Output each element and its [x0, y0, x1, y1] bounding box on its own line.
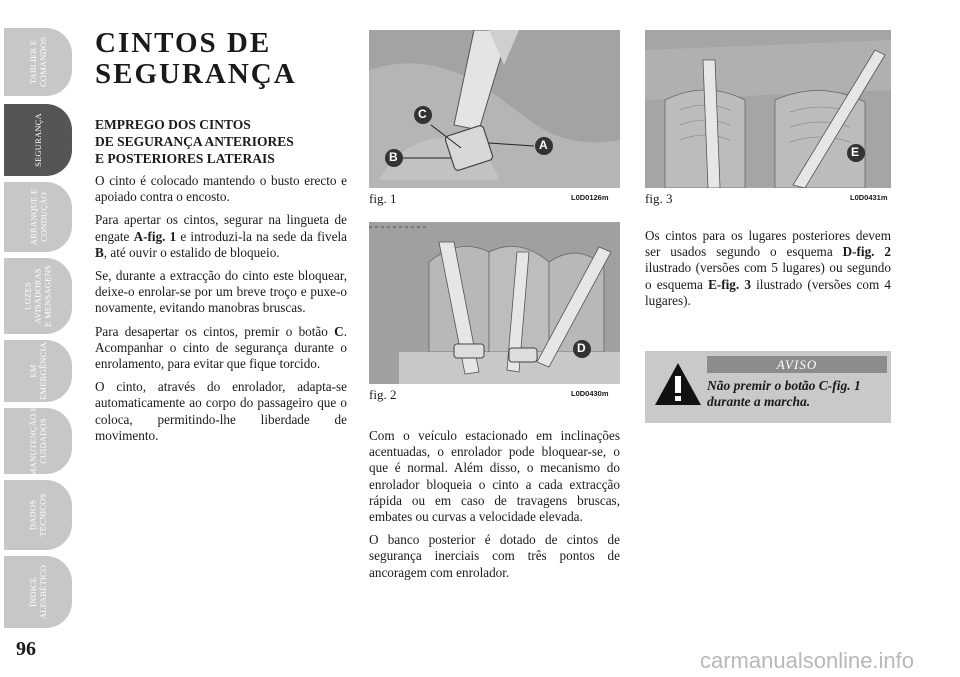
paragraph-inclination: Com o veículo estacionado em inclinações acentuadas, o enrolador pode bloquear-se, o que é normal. Além disso, o mecanismo do enrolador bloqueia o cinto a cada extracção rápida ou em caso de travagens bruscas, embates ou curvas a velocidade elevada.	[369, 428, 620, 525]
page-title: CINTOS DE SEGURANÇA	[95, 27, 297, 90]
fig-2-caption: fig. 2	[369, 387, 397, 402]
paragraph-rear-schema: Os cintos para os lugares posteriores devem ser usados segundo o esquema D-fig. 2 ilustrado (versões com 5 lugares) ou segundo o esquema E-fig. 3 ilustrado (versões com 4 lugares).	[645, 228, 891, 308]
watermark: carmanualsonline.info	[700, 648, 915, 673]
fig-2-code: L0D0430m	[571, 389, 609, 398]
fig-1-code: L0D0126m	[571, 193, 609, 202]
callout-a: A	[539, 138, 548, 152]
page-number: 96	[16, 638, 36, 660]
column-1	[95, 28, 347, 451]
tab-indice-alfabetico[interactable]: ÍNDICE ALFABÉTICO	[4, 556, 72, 628]
fig-3-caption: fig. 3	[645, 191, 673, 206]
paragraph-unfasten: Para desapertar os cintos, premir o botão C. Acompanhar o cinto de segurança durante o enrolamento, para evitar que fique torcido.	[95, 323, 347, 372]
figure-1-buckle	[369, 30, 620, 188]
callout-c: C	[418, 107, 427, 121]
paragraph-rear-seat: O banco posterior é dotado de cintos de segurança inerciais com três pontos de ancoragem com enrolador.	[369, 532, 620, 580]
paragraph-retractor: O cinto, através do enrolador, adapta-se automaticamente ao corpo do passageiro que o coloca, permitindo-lhe liberdade de movimento.	[95, 379, 347, 443]
chapter-sidebar	[0, 0, 76, 677]
section-heading: EMPREGO DOS CINTOS DE SEGURANÇA ANTERIORES E POSTERIORES LATERAIS	[95, 117, 294, 166]
warning-box	[645, 351, 891, 423]
callout-e: E	[851, 145, 860, 159]
callout-b: B	[389, 150, 398, 164]
tab-dados-tecnicos[interactable]: DADOS TÉCNICOS	[4, 480, 72, 550]
warning-title: AVISO	[707, 356, 887, 373]
paragraph-blocking: Se, durante a extracção do cinto este bloquear, deixe-o enrolar-se por um breve troço e puxe-o novamente, evitando manobras bruscas.	[95, 268, 347, 316]
tab-tablier-comandos[interactable]: TABLIER E COMANDOS	[4, 28, 72, 96]
column-2	[369, 428, 620, 588]
figure-2-rear-seat-5	[369, 222, 620, 384]
fig-1-caption: fig. 1	[369, 191, 397, 206]
callout-d: D	[577, 341, 586, 355]
tab-arranque-conducao[interactable]: ARRANQUE E CONDUÇÃO	[4, 182, 72, 252]
warning-triangle-icon	[653, 361, 703, 407]
tab-seguranca[interactable]: SEGURANÇA	[4, 104, 72, 176]
figure-3-rear-seat-4	[645, 30, 891, 188]
column-3	[645, 228, 891, 316]
tab-manutencao-cuidados[interactable]: MANUTENÇÃO E CUIDADOS	[4, 408, 72, 474]
warning-text: Não premir o botão C-fig. 1 durante a marcha.	[707, 378, 861, 409]
paragraph-fasten: Para apertar os cintos, segurar na lingueta de engate A-fig. 1 e introduzi-la na sede da fivela B, até ouvir o estalido de bloqueio.	[95, 212, 347, 260]
fig-3-code: L0D0431m	[850, 193, 888, 202]
paragraph-posture: O cinto é colocado mantendo o busto erecto e apoiado contra o encosto.	[95, 173, 347, 205]
tab-luzes-avisadoras[interactable]: LUZES AVISADORAS E MENSAGENS	[4, 258, 72, 334]
tab-em-emergencia[interactable]: EM EMERGÊNCIA	[4, 340, 72, 402]
